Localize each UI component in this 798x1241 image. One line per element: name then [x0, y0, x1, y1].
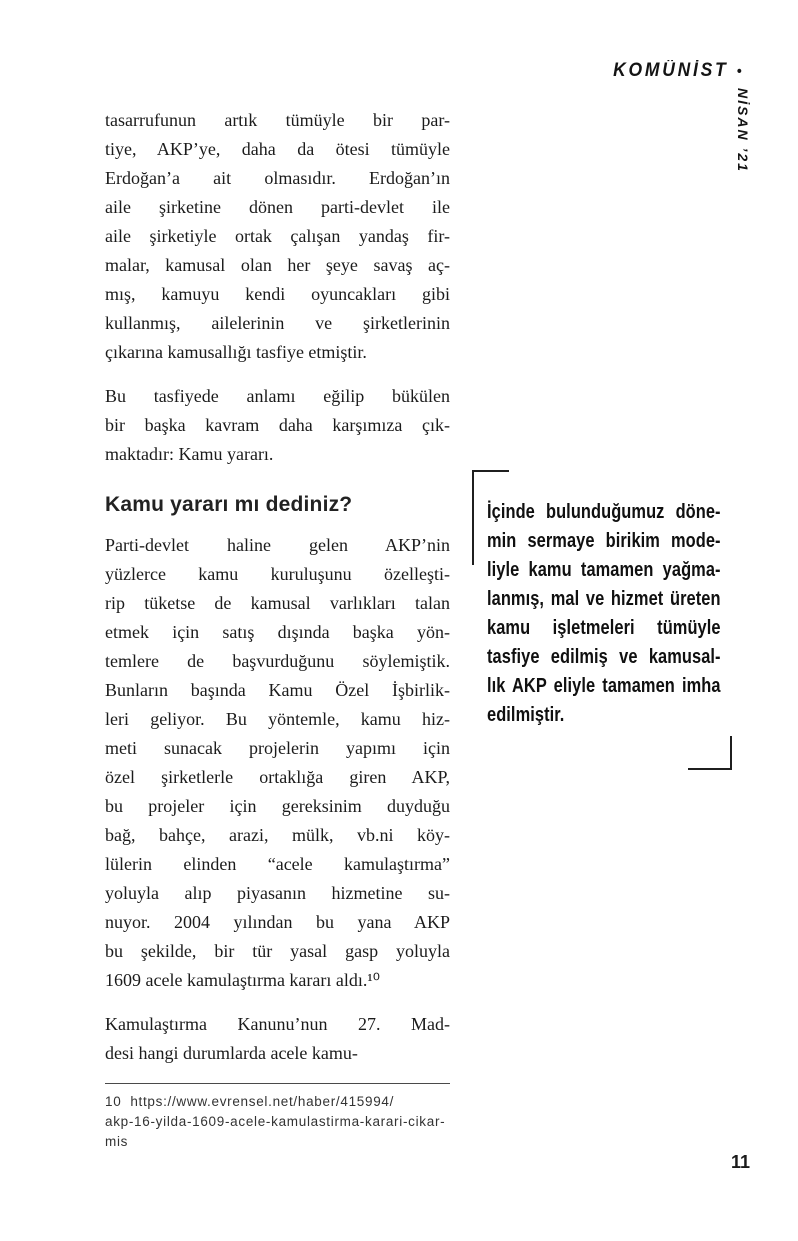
text-line: bu projeler için gereksinim duyduğu [105, 796, 450, 816]
text-line: Bu tasfiyede anlamı eğilip bükülen [105, 386, 450, 406]
text-line: yüzlerce kamu kuruluşunu özelleşti- [105, 564, 450, 584]
footnote [105, 1092, 450, 1152]
text-line: lık AKP eliyle tamamen imha [487, 674, 721, 697]
text-line: bu şekilde, bir tür yasal gasp yoluyla [105, 941, 450, 961]
text-line: kamu işletmeleri tümüyle [487, 616, 721, 639]
text-line: tasfiye edilmiş ve kamusal- [487, 645, 721, 668]
body-paragraph-3 [105, 531, 450, 995]
text-line: mis [105, 1134, 129, 1149]
body-paragraph-4 [105, 1010, 450, 1068]
article-column [105, 106, 450, 1152]
pull-quote-bottom-bracket [688, 736, 732, 770]
text-line: rip tüketse de kamusal varlıkları talan [105, 593, 450, 613]
text-line: desi hangi durumlarda acele kamu- [105, 1043, 358, 1063]
text-line: yoluyla alıp piyasanın hizmetine su- [105, 883, 450, 903]
text-line: Kamulaştırma Kanunu’nun 27. Mad- [105, 1014, 450, 1034]
text-line: liyle kamu tamamen yağma- [487, 558, 721, 581]
text-line: leri geliyor. Bu yöntemle, kamu hiz- [105, 709, 450, 729]
text-line: 1609 acele kamulaştırma kararı aldı.¹⁰ [105, 970, 381, 990]
text-line: Bunların başında Kamu Özel İşbirlik- [105, 680, 450, 700]
text-line: tiye, AKP’ye, daha da ötesi tümüyle [105, 139, 450, 159]
text-line: min sermaye birikim mode- [487, 529, 721, 552]
text-line: Erdoğan’a ait olmasıdır. Erdoğan’ın [105, 168, 450, 188]
text-line: nuyor. 2004 yılından bu yana AKP [105, 912, 450, 932]
text-line: tasarrufunun artık tümüyle bir par- [105, 110, 450, 130]
text-line: İçinde bulunduğumuz döne- [487, 500, 721, 523]
issue-date-vertical: NİSAN ’21 [735, 88, 751, 173]
text-line: mış, kamuyu kendi oyuncakları gibi [105, 284, 450, 304]
text-line: aile şirketiyle ortak çalışan yandaş fir- [105, 226, 450, 246]
text-line: maktadır: Kamu yararı. [105, 444, 274, 464]
text-line: bir başka kavram daha karşımıza çık- [105, 415, 450, 435]
text-line: 10 https://www.evrensel.net/haber/415994/ [105, 1094, 395, 1109]
masthead [614, 60, 742, 82]
page-number: 11 [730, 1152, 750, 1172]
body-paragraph-1 [105, 106, 450, 367]
section-heading: Kamu yararı mı dediniz? [105, 493, 353, 516]
text-line: edilmiştir. [487, 703, 565, 726]
footnote-divider [105, 1083, 450, 1084]
text-line: lülerin elinden “acele kamulaştırma” [105, 854, 450, 874]
text-line: meti sunacak projelerin yapımı için [105, 738, 450, 758]
text-line: malar, kamusal olan her şeye savaş aç- [105, 255, 450, 275]
text-line: Parti-devlet haline gelen AKP’nin [105, 535, 450, 555]
pull-quote-text [487, 497, 721, 729]
masthead-title: KOMÜNİST [613, 60, 729, 81]
text-line: aile şirketine dönen parti-devlet ile [105, 197, 450, 217]
text-line: temlere de başvurduğunu söylemiştik. [105, 651, 450, 671]
text-line: lanmış, mal ve hizmet üreten [487, 587, 721, 610]
text-line: etmek için satış dışında başka yön- [105, 622, 450, 642]
text-line: kullanmış, ailelerinin ve şirketlerinin [105, 313, 450, 333]
text-line: çıkarına kamusallığı tasfiye etmiştir. [105, 342, 367, 362]
masthead-bullet-icon: • [737, 62, 742, 80]
text-line: akp-16-yilda-1609-acele-kamulastirma-karari-cikar- [105, 1114, 446, 1129]
text-line: özel şirketlerle ortaklığa giren AKP, [105, 767, 450, 787]
text-line: bağ, bahçe, arazi, mülk, vb.ni köy- [105, 825, 450, 845]
body-paragraph-2 [105, 382, 450, 469]
